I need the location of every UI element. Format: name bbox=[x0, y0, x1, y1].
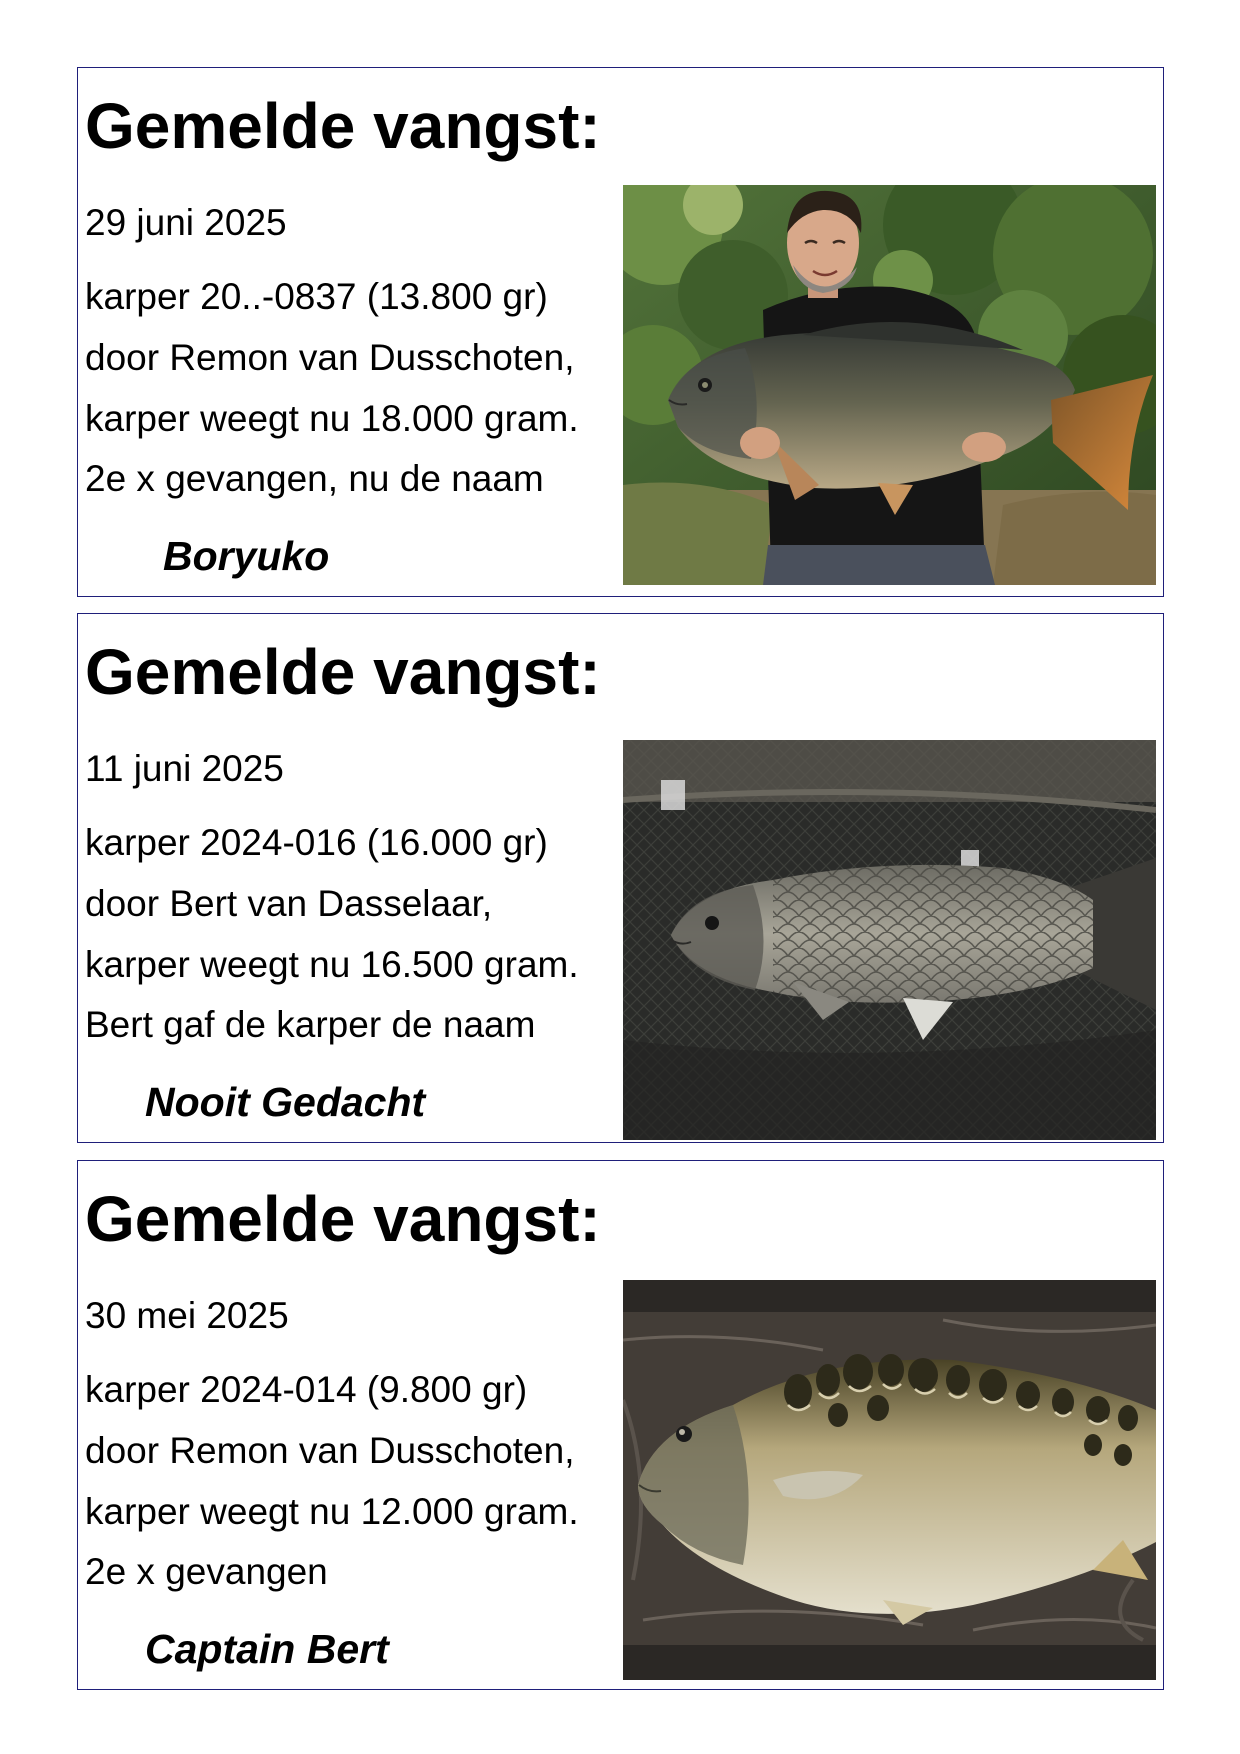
catch-detail-line: karper weegt nu 18.000 gram. bbox=[85, 398, 579, 439]
carp-name: Boryuko bbox=[163, 533, 330, 579]
catch-detail-line: karper weegt nu 16.500 gram. bbox=[85, 944, 579, 985]
card-heading: Gemelde vangst: bbox=[85, 1183, 601, 1255]
catch-detail-line: karper 2024-016 (16.000 gr) bbox=[85, 822, 548, 863]
carp-name: Nooit Gedacht bbox=[145, 1079, 426, 1125]
catch-detail-line: door Bert van Dasselaar, bbox=[85, 883, 493, 924]
catch-date: 29 juni 2025 bbox=[85, 202, 287, 243]
catch-detail-line: 2e x gevangen, nu de naam bbox=[85, 458, 544, 499]
catch-detail-line: 2e x gevangen bbox=[85, 1551, 328, 1592]
catch-photo bbox=[623, 740, 1156, 1140]
catch-detail-line: karper 2024-014 (9.800 gr) bbox=[85, 1369, 528, 1410]
catch-detail-line: door Remon van Dusschoten, bbox=[85, 337, 575, 378]
catch-card bbox=[77, 67, 1164, 597]
catch-detail-line: door Remon van Dusschoten, bbox=[85, 1430, 575, 1471]
catch-photo bbox=[623, 185, 1156, 585]
catch-card bbox=[77, 1160, 1164, 1690]
catch-detail-line: karper 20..-0837 (13.800 gr) bbox=[85, 276, 548, 317]
catch-date: 30 mei 2025 bbox=[85, 1295, 289, 1336]
catch-card bbox=[77, 613, 1164, 1143]
carp-name: Captain Bert bbox=[145, 1626, 389, 1672]
catch-detail-line: Bert gaf de karper de naam bbox=[85, 1004, 536, 1045]
catch-detail-line: karper weegt nu 12.000 gram. bbox=[85, 1491, 579, 1532]
catch-date: 11 juni 2025 bbox=[85, 748, 284, 789]
card-heading: Gemelde vangst: bbox=[85, 90, 601, 162]
catch-photo bbox=[623, 1280, 1156, 1680]
card-heading: Gemelde vangst: bbox=[85, 636, 601, 708]
